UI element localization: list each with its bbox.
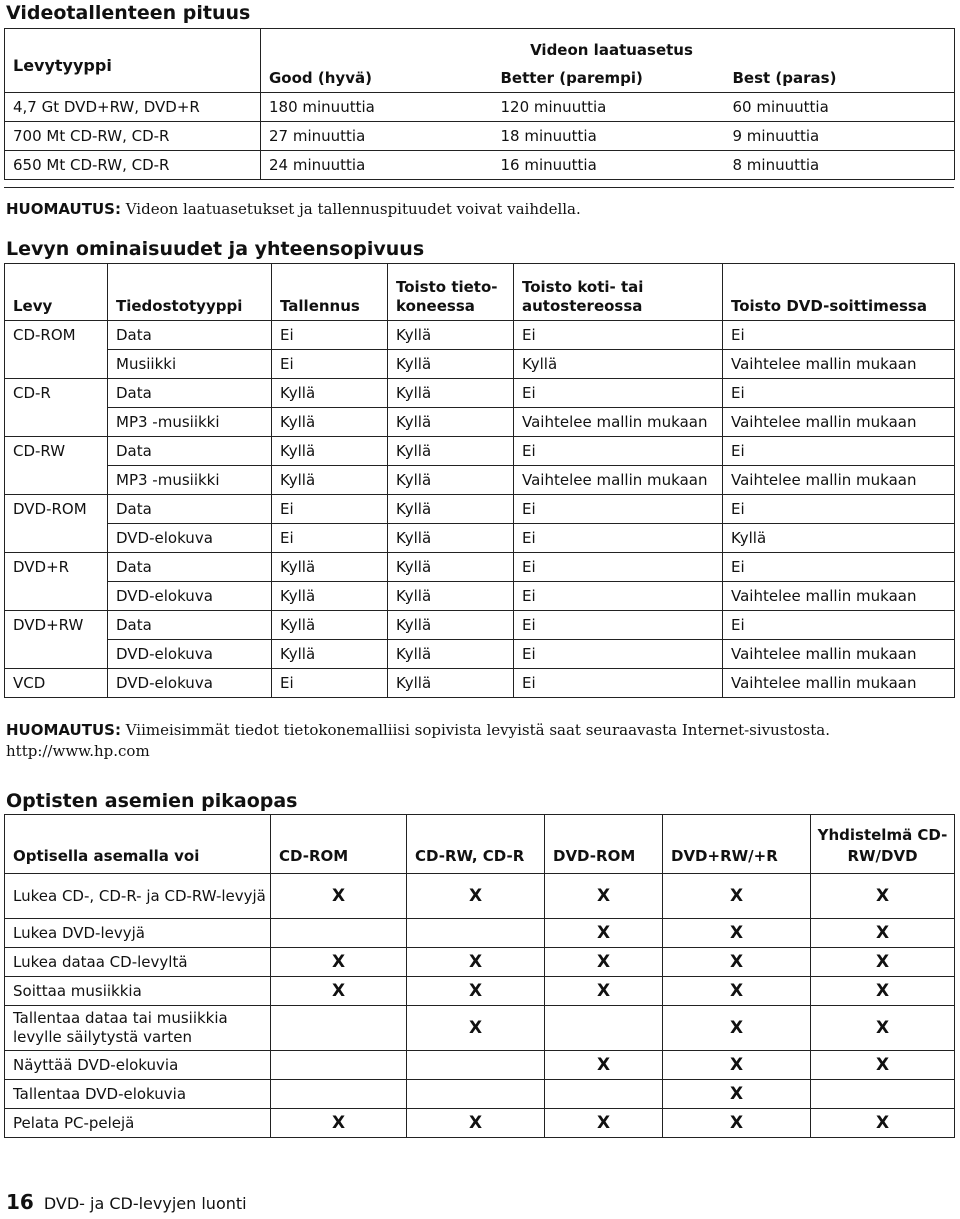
table-cell: Kyllä xyxy=(388,611,514,640)
support-mark: X xyxy=(811,919,955,948)
note-label: HUOMAUTUS: xyxy=(6,200,121,218)
table-row xyxy=(5,553,955,582)
capability-label: Tallentaa dataa tai musiikkia levylle säilytystä varten xyxy=(5,1006,271,1051)
note-video xyxy=(6,199,581,220)
support-mark: X xyxy=(271,948,407,977)
table-cell: Vaihtelee mallin mukaan xyxy=(723,582,955,611)
support-mark xyxy=(545,1006,663,1051)
table-cell: Vaihtelee mallin mukaan xyxy=(514,408,723,437)
support-mark xyxy=(811,1080,955,1109)
note-compat xyxy=(6,720,946,762)
table-cell: Musiikki xyxy=(108,350,272,379)
table-cell: Ei xyxy=(723,321,955,350)
support-mark xyxy=(271,1080,407,1109)
table-cell: 24 minuuttia xyxy=(261,151,493,180)
table-cell: 180 minuuttia xyxy=(261,93,493,122)
table-cell: Ei xyxy=(514,524,723,553)
table-cell: Kyllä xyxy=(388,495,514,524)
table-cell: 120 minuuttia xyxy=(493,93,725,122)
table-cell: 16 minuuttia xyxy=(493,151,725,180)
table-row xyxy=(5,611,955,640)
support-mark: X xyxy=(663,977,811,1006)
table-cell: MP3 -musiikki xyxy=(108,466,272,495)
support-mark: X xyxy=(663,874,811,919)
table-row xyxy=(5,151,955,180)
table-cell: Kyllä xyxy=(272,611,388,640)
header-play-stereo: Toisto koti- tai autostereossa xyxy=(514,264,723,321)
table-row xyxy=(5,1080,955,1109)
table-cell: Kyllä xyxy=(388,669,514,698)
support-mark xyxy=(407,1051,545,1080)
table-cell: CD-ROM xyxy=(5,321,108,350)
support-mark: X xyxy=(407,948,545,977)
table-cell: Vaihtelee mallin mukaan xyxy=(723,669,955,698)
table-cell: Kyllä xyxy=(388,408,514,437)
table-cell xyxy=(5,466,108,495)
table-cell: Ei xyxy=(272,350,388,379)
table-cell: Ei xyxy=(514,640,723,669)
table-cell: VCD xyxy=(5,669,108,698)
header-disc: Levy xyxy=(5,264,108,321)
col-best: Best (paras) xyxy=(725,64,955,93)
table-cell: Kyllä xyxy=(272,408,388,437)
table-cell: 4,7 Gt DVD+RW, DVD+R xyxy=(5,93,261,122)
table-cell: Vaihtelee mallin mukaan xyxy=(723,466,955,495)
table-cell xyxy=(5,582,108,611)
divider xyxy=(4,187,954,188)
capability-label: Soittaa musiikkia xyxy=(5,977,271,1006)
support-mark: X xyxy=(811,1051,955,1080)
table-cell: Kyllä xyxy=(388,553,514,582)
table-cell: 700 Mt CD-RW, CD-R xyxy=(5,122,261,151)
table-cell: Ei xyxy=(723,437,955,466)
table-cell: CD-R xyxy=(5,379,108,408)
table-cell: Vaihtelee mallin mukaan xyxy=(723,350,955,379)
table-cell: Kyllä xyxy=(272,582,388,611)
table-row xyxy=(5,379,955,408)
table-cell xyxy=(5,524,108,553)
capability-label: Lukea dataa CD-levyltä xyxy=(5,948,271,977)
compatibility-table xyxy=(4,263,955,698)
table-row xyxy=(5,122,955,151)
table-cell: Ei xyxy=(723,379,955,408)
header-cdrom: CD-ROM xyxy=(271,815,407,874)
table-row xyxy=(5,948,955,977)
table-cell: Ei xyxy=(514,611,723,640)
support-mark xyxy=(545,1080,663,1109)
table-cell: Ei xyxy=(514,582,723,611)
support-mark: X xyxy=(407,1109,545,1138)
disc-type-header: Levytyyppi xyxy=(5,29,261,93)
table-cell: Kyllä xyxy=(388,321,514,350)
table-cell: Kyllä xyxy=(388,524,514,553)
support-mark: X xyxy=(811,1006,955,1051)
table-cell: 9 minuuttia xyxy=(725,122,955,151)
support-mark xyxy=(407,919,545,948)
table-cell: Kyllä xyxy=(272,437,388,466)
table-cell: Vaihtelee mallin mukaan xyxy=(514,466,723,495)
table-cell: Ei xyxy=(514,321,723,350)
header-dvdrom: DVD-ROM xyxy=(545,815,663,874)
table-cell: 27 minuuttia xyxy=(261,122,493,151)
support-mark: X xyxy=(811,977,955,1006)
table-cell: DVD-elokuva xyxy=(108,582,272,611)
table-cell: DVD+RW xyxy=(5,611,108,640)
support-mark: X xyxy=(811,874,955,919)
note-text: Viimeisimmät tiedot tietokonemalliisi sopivista levyistä saat seuraavasta Internet-sivustosta. http://www.hp.com xyxy=(6,721,830,760)
table-cell: Ei xyxy=(514,379,723,408)
section-title-compatibility: Levyn ominaisuudet ja yhteensopivuus xyxy=(6,238,425,260)
table-cell: Ei xyxy=(514,669,723,698)
table-row xyxy=(5,1006,955,1051)
footer-text: DVD- ja CD-levyjen luonti xyxy=(43,1194,247,1213)
header-dvdrw: DVD+RW/+R xyxy=(663,815,811,874)
table-row xyxy=(5,350,955,379)
support-mark xyxy=(407,1080,545,1109)
table-cell: Ei xyxy=(272,495,388,524)
table-cell: Kyllä xyxy=(514,350,723,379)
note-text: Videon laatuasetukset ja tallennuspituudet voivat vaihdella. xyxy=(120,200,581,218)
support-mark xyxy=(271,919,407,948)
table-cell: 60 minuuttia xyxy=(725,93,955,122)
support-mark: X xyxy=(811,948,955,977)
table-cell: Data xyxy=(108,611,272,640)
support-mark: X xyxy=(271,1109,407,1138)
table-row xyxy=(5,437,955,466)
table-cell: Kyllä xyxy=(388,466,514,495)
table-cell: Kyllä xyxy=(723,524,955,553)
capability-label: Tallentaa DVD-elokuvia xyxy=(5,1080,271,1109)
table-row xyxy=(5,408,955,437)
header-drive-can: Optisella asemalla voi xyxy=(5,815,271,874)
table-row xyxy=(5,919,955,948)
header-combo: Yhdistelmä CD-RW/DVD xyxy=(811,815,955,874)
table-row xyxy=(5,1051,955,1080)
table-cell: Ei xyxy=(272,669,388,698)
table-row xyxy=(5,582,955,611)
table-cell: Kyllä xyxy=(272,466,388,495)
support-mark: X xyxy=(663,948,811,977)
table-cell: CD-RW xyxy=(5,437,108,466)
table-cell xyxy=(5,640,108,669)
support-mark: X xyxy=(663,1006,811,1051)
support-mark: X xyxy=(663,1051,811,1080)
table-cell: Data xyxy=(108,437,272,466)
video-length-table xyxy=(4,28,955,180)
table-cell: Kyllä xyxy=(388,582,514,611)
table-cell: Vaihtelee mallin mukaan xyxy=(723,640,955,669)
table-row xyxy=(5,466,955,495)
table-cell: Ei xyxy=(723,553,955,582)
table-cell: MP3 -musiikki xyxy=(108,408,272,437)
capability-label: Lukea DVD-levyjä xyxy=(5,919,271,948)
header-cdrw: CD-RW, CD-R xyxy=(407,815,545,874)
table-row xyxy=(5,93,955,122)
support-mark: X xyxy=(407,1006,545,1051)
page-footer xyxy=(6,1190,247,1214)
capability-label: Pelata PC-pelejä xyxy=(5,1109,271,1138)
table-cell: Data xyxy=(108,495,272,524)
section-title-quick-guide: Optisten asemien pikaopas xyxy=(6,790,298,812)
table-cell: DVD+R xyxy=(5,553,108,582)
table-row xyxy=(5,977,955,1006)
table-cell: Data xyxy=(108,321,272,350)
table-cell: Ei xyxy=(514,553,723,582)
table-row xyxy=(5,640,955,669)
table-cell: DVD-ROM xyxy=(5,495,108,524)
support-mark: X xyxy=(545,977,663,1006)
table-cell: Kyllä xyxy=(388,379,514,408)
col-good: Good (hyvä) xyxy=(261,64,493,93)
header-recording: Tallennus xyxy=(272,264,388,321)
support-mark: X xyxy=(407,977,545,1006)
support-mark: X xyxy=(545,1109,663,1138)
table-cell: Ei xyxy=(723,611,955,640)
table-row xyxy=(5,321,955,350)
support-mark: X xyxy=(663,1109,811,1138)
table-cell: Kyllä xyxy=(272,553,388,582)
support-mark xyxy=(271,1006,407,1051)
support-mark: X xyxy=(545,948,663,977)
table-cell: DVD-elokuva xyxy=(108,669,272,698)
table-cell: Ei xyxy=(514,495,723,524)
page-number: 16 xyxy=(6,1190,34,1214)
support-mark: X xyxy=(545,874,663,919)
col-better: Better (parempi) xyxy=(493,64,725,93)
table-cell xyxy=(5,408,108,437)
support-mark: X xyxy=(663,1080,811,1109)
table-cell: Data xyxy=(108,553,272,582)
note-label: HUOMAUTUS: xyxy=(6,721,121,739)
table-cell: Ei xyxy=(514,437,723,466)
table-row xyxy=(5,874,955,919)
support-mark: X xyxy=(271,874,407,919)
table-cell: Ei xyxy=(272,321,388,350)
capability-label: Näyttää DVD-elokuvia xyxy=(5,1051,271,1080)
table-cell: 650 Mt CD-RW, CD-R xyxy=(5,151,261,180)
table-cell: Kyllä xyxy=(388,437,514,466)
header-play-pc: Toisto tieto-koneessa xyxy=(388,264,514,321)
table-cell: DVD-elokuva xyxy=(108,640,272,669)
table-cell xyxy=(5,350,108,379)
table-row xyxy=(5,1109,955,1138)
table-cell: Kyllä xyxy=(272,379,388,408)
support-mark: X xyxy=(545,919,663,948)
support-mark: X xyxy=(811,1109,955,1138)
support-mark: X xyxy=(407,874,545,919)
table-row xyxy=(5,524,955,553)
table-cell: DVD-elokuva xyxy=(108,524,272,553)
table-cell: Ei xyxy=(723,495,955,524)
quality-header: Videon laatuasetus xyxy=(261,29,955,65)
section-title-video-length: Videotallenteen pituus xyxy=(6,2,251,24)
capability-label: Lukea CD-, CD-R- ja CD-RW-levyjä xyxy=(5,874,271,919)
header-file-type: Tiedostotyyppi xyxy=(108,264,272,321)
table-cell: Ei xyxy=(272,524,388,553)
header-play-dvd: Toisto DVD-soittimessa xyxy=(723,264,955,321)
table-cell: Kyllä xyxy=(388,350,514,379)
table-cell: Vaihtelee mallin mukaan xyxy=(723,408,955,437)
table-cell: 8 minuuttia xyxy=(725,151,955,180)
support-mark: X xyxy=(545,1051,663,1080)
support-mark: X xyxy=(271,977,407,1006)
support-mark: X xyxy=(663,919,811,948)
table-cell: Kyllä xyxy=(388,640,514,669)
table-row xyxy=(5,495,955,524)
table-row xyxy=(5,669,955,698)
table-cell: Data xyxy=(108,379,272,408)
support-mark xyxy=(271,1051,407,1080)
table-cell: 18 minuuttia xyxy=(493,122,725,151)
table-cell: Kyllä xyxy=(272,640,388,669)
drive-quick-guide-table xyxy=(4,814,955,1138)
